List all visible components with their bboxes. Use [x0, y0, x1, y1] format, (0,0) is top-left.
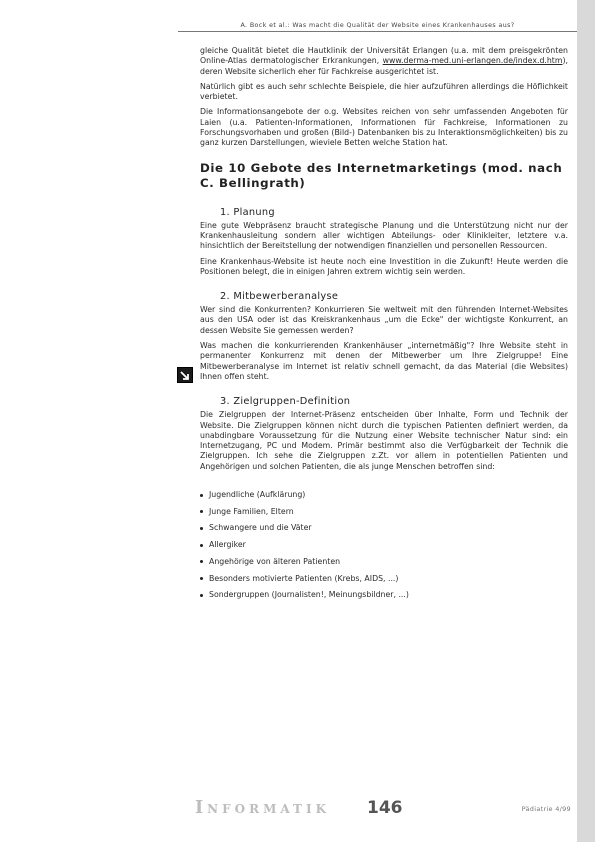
subsection-heading: 3. Zielgruppen-Definition: [220, 396, 351, 408]
arrow-down-right-icon: [177, 367, 193, 383]
subsection-paragraph: Wer sind die Konkurrenten? Konkurrieren Sie weltweit mit den führenden Internet-Websites aus den USA oder ist das Kreiskrankenhaus „um die Ecke" der wichtigste Konkurrent, an dessen Website Sie gemessen werden?: [200, 305, 568, 335]
list-item: Sondergruppen (Journalisten!, Meinungsbildner, ...): [200, 590, 568, 601]
right-margin-band: [577, 0, 595, 842]
page-number: 146: [367, 798, 403, 818]
intro-paragraph: Die Informationsangebote der o.g. Websites reichen von sehr umfassenden Angeboten für Laien (u.a. Patienten-Informationen, Informationen für Fachkreise, Informationen zu Forschungsvorhaben und großen (Bild-) Datenbanken bis zu Interaktionsmöglichkeiten) bis zu ganz kurzen Darstellungen, wieviele Betten welche Station hat.: [200, 107, 568, 148]
subsection-heading: 2. Mitbewerberanalyse: [220, 291, 339, 303]
intro-paragraph: Natürlich gibt es auch sehr schlechte Beispiele, die hier aufzuführen allerdings die Höflichkeit verbietet.: [200, 81, 568, 102]
left-margin: [0, 0, 178, 842]
journal-brand: Informatik: [195, 798, 331, 818]
running-head: A. Bock et al.: Was macht die Qualität der Website eines Krankenhauses aus?: [178, 22, 577, 32]
list-item: Jugendliche (Aufklärung): [200, 490, 568, 501]
derma-atlas-link[interactable]: www.derma-med.uni-erlangen.de/index.d.htm: [382, 56, 563, 66]
intro-text: gleiche Qualität bietet die Hautklinik der Universität Erlangen (u.a. mit dem preisgekrönten Online-Atlas dermatologischer Erkrankungen,: [200, 46, 568, 66]
intro-paragraph: [200, 46, 568, 77]
list-item: Angehörige von älteren Patienten: [200, 557, 568, 568]
issue-label: Pädiatrie 4/99: [521, 805, 571, 813]
page-footer: [195, 798, 575, 824]
subsection-paragraph: Die Zielgruppen der Internet-Präsenz entscheiden über Inhalte, Form und Technik der Website. Die Zielgruppen können nicht durch die typischen Patienten definiert werden, da unabdingbare Voraussetzung für die Nutzung einer Website technischer Natur sind: ein Internetzugang, PC und Modem. Primär bestimmt also die Verfügbarkeit der Technik die Zielgruppen. Ich sehe die Zielgruppen z.Zt. vor allem in potentiellen Patienten und Angehörigen und solchen Patienten, die als junge Menschen betroffen sind:: [200, 410, 568, 471]
subsection-paragraph: Eine gute Webpräsenz braucht strategische Planung und die Unterstützung nicht nur der Krankenhausleitung sondern aller wichtigen Abteilungs- oder Klinikleiter, letztere v.a. hinsichtlich der Bereitstellung der notwendigen finanziellen und personellen Ressourcen.: [200, 220, 568, 251]
subsection-heading: 1. Planung: [220, 206, 275, 218]
list-item: Allergiker: [200, 540, 568, 551]
list-item: Schwangere und die Väter: [200, 523, 568, 534]
target-group-list: [200, 490, 568, 601]
section-title: Die 10 Gebote des Internetmarketings (mod. nach C. Bellingrath): [200, 160, 563, 191]
list-item: Besonders motivierte Patienten (Krebs, AIDS, ...): [200, 574, 568, 585]
subsection-paragraph: Was machen die konkurrierenden Krankenhäuser „internetmäßig"? Ihre Website steht in permanenter Konkurrenz mit denen der Mitbewerber um Ihre Zielgruppe! Eine Mitbewerberanalyse im Internet ist relativ schnell gemacht, da das Material (die Websites) Ihnen offen steht.: [200, 341, 568, 381]
subsection-paragraph: Eine Krankenhaus-Website ist heute noch eine Investition in die Zukunft! Heute werden die Positionen belegt, die in einigen Jahren extrem wichtig sein werden.: [200, 256, 568, 276]
article-body: [200, 46, 568, 607]
list-item: Junge Familien, Eltern: [200, 507, 568, 518]
intro-text: ), deren Website sicherlich eher für Fachkreise ausgerichtet ist.: [200, 56, 568, 76]
